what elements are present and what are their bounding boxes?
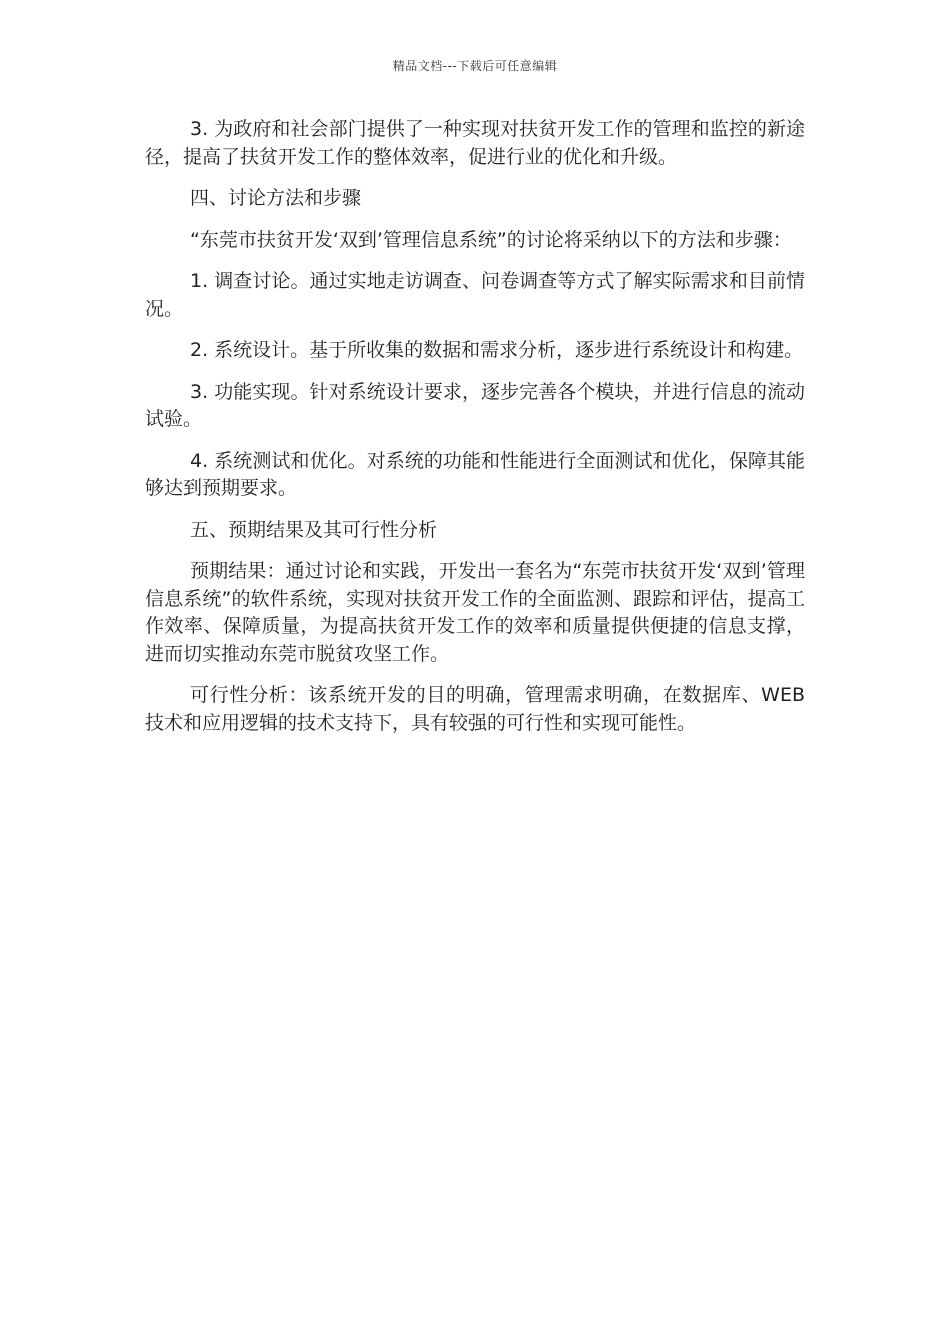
method-step-1: 1. 调查讨论。通过实地走访调查、问卷调查等方式了解实际需求和目前情况。 bbox=[145, 270, 805, 320]
method-step-4: 4. 系统测试和优化。对系统的功能和性能进行全面测试和优化，保障其能够达到预期要求。 bbox=[145, 449, 805, 499]
method-step-2: 2. 系统设计。基于所收集的数据和需求分析，逐步进行系统设计和构建。 bbox=[190, 339, 804, 361]
expected-results: 预期结果：通过讨论和实践，开发出一套名为“东莞市扶贫开发‘双到’管理信息系统”的软件系统，实现对扶贫开发工作的全面监测、跟踪和评估，提高工作效率、保障质量，为提高扶贫开发工作的效率和质量提供便捷的信息支撑，进而切实推动东莞市脱贫攻坚工作。 bbox=[145, 560, 805, 665]
page-header: 精品文档---下载后可任意编辑 bbox=[392, 59, 558, 73]
feasibility-analysis: 可行性分析：该系统开发的目的明确，管理需求明确，在数据库、WEB 技术和应用逻辑的技术支持下，具有较强的可行性和实现可能性。 bbox=[145, 684, 805, 734]
method-step-3: 3. 功能实现。针对系统设计要求，逐步完善各个模块，并进行信息的流动试验。 bbox=[145, 380, 805, 430]
methods-intro: “东莞市扶贫开发‘双到’管理信息系统”的讨论将采纳以下的方法和步骤： bbox=[190, 228, 792, 251]
document-body bbox=[145, 116, 805, 751]
benefit-item-3: 3. 为政府和社会部门提供了一种实现对扶贫开发工作的管理和监控的新途径，提高了扶贫开发工作的整体效率，促进行业的优化和升级。 bbox=[145, 118, 805, 168]
section-heading-results: 五、预期结果及其可行性分析 bbox=[190, 518, 438, 541]
section-heading-methods: 四、讨论方法和步骤 bbox=[190, 187, 362, 209]
